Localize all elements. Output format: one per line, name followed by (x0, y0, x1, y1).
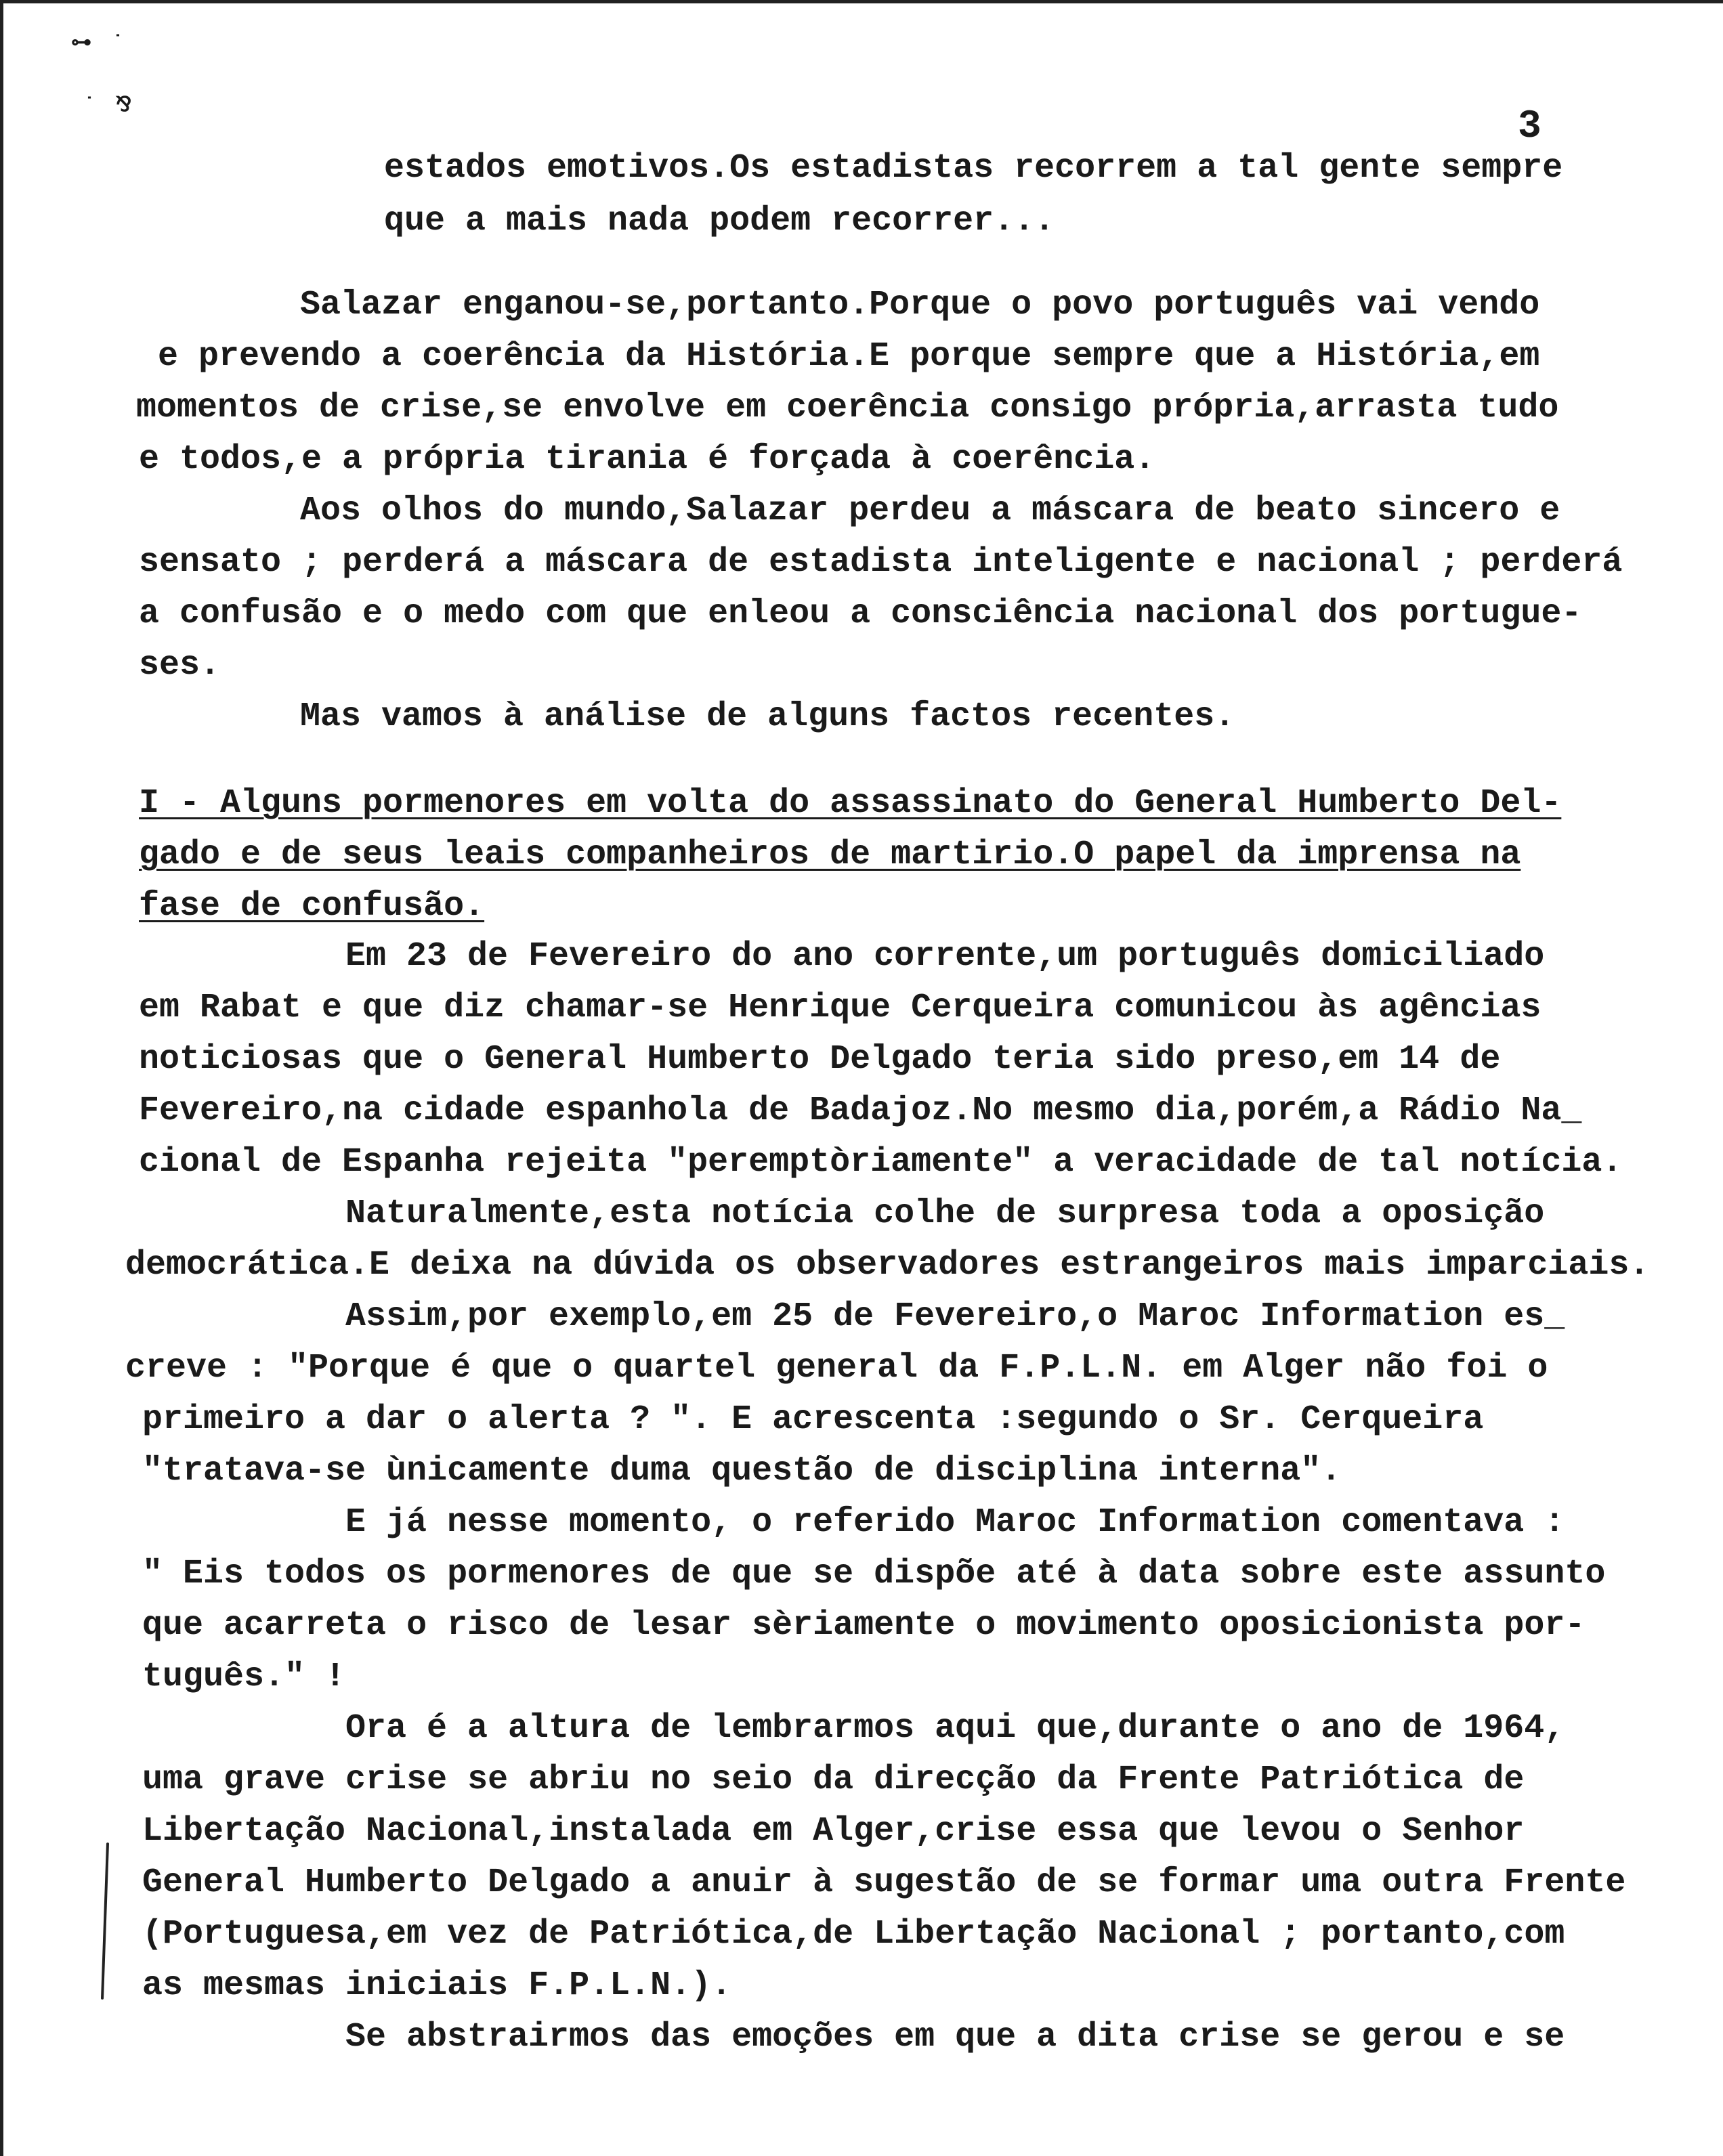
text-line: Aos olhos do mundo,Salazar perdeu a máscara de beato sincero e (300, 492, 1560, 530)
text-line: em Rabat e que diz chamar-se Henrique Cerqueira comunicou às agências (139, 989, 1541, 1027)
margin-bracket-mark (101, 1842, 109, 2000)
text-line: Libertação Nacional,instalada em Alger,crise essa que levou o Senhor (142, 1812, 1525, 1851)
corner-mark-second: ˙ ⅋ (83, 95, 136, 118)
text-line: ses. (139, 646, 221, 685)
text-line: e prevendo a coerência da História.E porque sempre que a História,em (158, 337, 1540, 376)
text-line: creve : "Porque é que o quartel general da F.P.L.N. em Alger não foi o (125, 1349, 1548, 1387)
text-line: sensato ; perderá a máscara de estadista inteligente e nacional ; perderá (139, 543, 1623, 582)
text-line: uma grave crise se abriu no seio da direcção da Frente Patriótica de (142, 1761, 1525, 1799)
text-line: Salazar enganou-se,portanto.Porque o povo português vai vendo (300, 286, 1540, 324)
text-line: que a mais nada podem recorrer... (384, 202, 1055, 240)
text-line: a confusão e o medo com que enleou a consciência nacional dos portugue- (139, 595, 1582, 633)
text-line: Mas vamos à análise de alguns factos recentes. (300, 697, 1235, 736)
text-line: Assim,por exemplo,em 25 de Fevereiro,o Maroc Information es_ (345, 1297, 1565, 1336)
text-line: Se abstrairmos das emoções em que a dita crise se gerou e se (345, 2018, 1565, 2056)
text-line: noticiosas que o General Humberto Delgado teria sido preso,em 14 de (139, 1040, 1501, 1079)
text-line: momentos de crise,se envolve em coerência consigo própria,arrasta tudo (136, 389, 1559, 427)
section-heading-line: fase de confusão. (139, 887, 485, 926)
text-line: as mesmas iniciais F.P.L.N.). (142, 1966, 732, 2005)
text-line: Em 23 de Fevereiro do ano corrente,um português domiciliado (345, 937, 1545, 976)
section-heading-line: gado e de seus leais companheiros de martirio.O papel da imprensa na (139, 836, 1521, 874)
text-line: democrática.E deixa na dúvida os observadores estrangeiros mais imparciais. (125, 1246, 1650, 1285)
text-line: cional de Espanha rejeita "peremptòriamente" a veracidade de tal notícia. (139, 1143, 1623, 1182)
text-line: tuguês." ! (142, 1658, 346, 1696)
text-line: General Humberto Delgado a anuir à sugestão de se formar uma outra Frente (142, 1863, 1626, 1902)
section-heading-line: I - Alguns pormenores em volta do assassinato do General Humberto Del- (139, 784, 1562, 823)
text-line: e todos,e a própria tirania é forçada à coerência. (139, 440, 1155, 479)
text-line: (Portuguesa,em vez de Patriótica,de Libertação Nacional ; portanto,com (142, 1915, 1565, 1954)
text-line: Fevereiro,na cidade espanhola de Badajoz.No mesmo dia,porém,a Rádio Na_ (139, 1092, 1582, 1130)
text-line: estados emotivos.Os estadistas recorrem a tal gente sempre (384, 149, 1563, 188)
text-line: que acarreta o risco de lesar sèriamente o movimento oposicionista por- (142, 1606, 1586, 1645)
text-line: primeiro a dar o alerta ? ". E acrescenta :segundo o Sr. Cerqueira (142, 1400, 1484, 1439)
text-line: Naturalmente,esta notícia colhe de surpresa toda a oposição (345, 1194, 1545, 1233)
text-line: Ora é a altura de lembrarmos aqui que,durante o ano de 1964, (345, 1709, 1565, 1748)
text-line: E já nesse momento, o referido Maroc Information comentava : (345, 1503, 1565, 1542)
corner-mark-top: ⊶ ˙ (71, 33, 129, 56)
text-line: "tratava-se ùnicamente duma questão de disciplina interna". (142, 1452, 1342, 1490)
page-number: 3 (1518, 105, 1541, 149)
text-line: " Eis todos os pormenores de que se dispõe até à data sobre este assunto (142, 1555, 1606, 1593)
